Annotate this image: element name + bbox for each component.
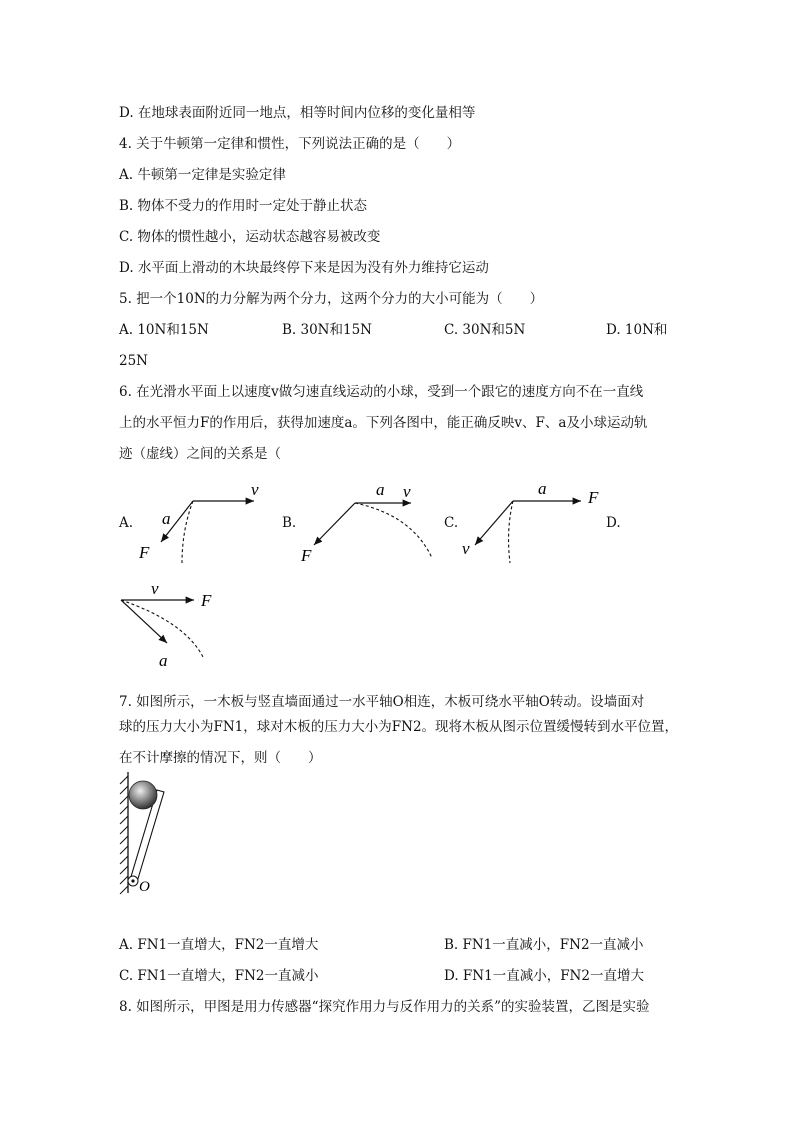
q6-option-d-letter: D. bbox=[606, 515, 621, 531]
q6a-label-F: F bbox=[139, 543, 150, 562]
q4-option-d: D. 水平面上滑动的木块最终停下来是因为没有外力维持它运动 bbox=[119, 260, 489, 276]
ball bbox=[129, 781, 157, 809]
q6a-label-v: v bbox=[251, 480, 259, 499]
q6c-label-F: F bbox=[588, 488, 599, 507]
q5-option-d-continued: 25N bbox=[119, 353, 148, 369]
q6d-label-F: F bbox=[201, 591, 212, 610]
q5-option-a: A. 10N和15N bbox=[119, 322, 209, 338]
q7-option-a: A. FN1一直增大，FN2一直增大 bbox=[119, 937, 319, 953]
q6-option-b-letter: B. bbox=[282, 515, 297, 531]
q7-stem-line1: 7. 如图所示，一木板与竖直墙面通过一水平轴O相连，木板可绕水平轴O转动。设墙面对 bbox=[119, 694, 645, 710]
q5-option-d: D. 10N和 bbox=[606, 322, 668, 338]
q6c-label-a: a bbox=[538, 479, 547, 498]
q4-option-c: C. 物体的惯性越小，运动状态越容易被改变 bbox=[119, 229, 381, 245]
q6c-label-v: v bbox=[462, 539, 470, 558]
q6b-label-v: v bbox=[403, 482, 411, 501]
q4-stem: 4. 关于牛顿第一定律和惯性，下列说法正确的是（ ） bbox=[119, 136, 461, 152]
q6-option-a-letter: A. bbox=[119, 515, 134, 531]
q6b-label-F: F bbox=[301, 546, 312, 565]
q4-option-b: B. 物体不受力的作用时一定处于静止状态 bbox=[119, 198, 368, 214]
q7-stem-line3: 在不计摩擦的情况下，则（ ） bbox=[119, 750, 322, 766]
q6-stem-line2: 上的水平恒力F的作用后，获得加速度a。下列各图中，能正确反映v、F、a及小球运动轨 bbox=[119, 415, 648, 431]
q7-option-c: C. FN1一直增大，FN2一直减小 bbox=[119, 968, 319, 984]
q7-stem-line2: 球的压力大小为FN1，球对木板的压力大小为FN2。现将木板从图示位置缓慢转到水平位置， bbox=[119, 719, 679, 735]
q5-option-c: C. 30N和5N bbox=[444, 322, 526, 338]
q7-option-b: B. FN1一直减小，FN2一直减小 bbox=[444, 937, 644, 953]
q6-stem-line3: 迹（虚线）之间的关系是（ bbox=[119, 446, 281, 462]
q6b-label-a: a bbox=[376, 480, 385, 499]
q5-stem: 5. 把一个10N的力分解为两个分力，这两个分力的大小可能为（ ） bbox=[119, 291, 544, 307]
q6-option-c-letter: C. bbox=[444, 515, 459, 531]
wall-hatching bbox=[120, 776, 128, 894]
q7-option-d: D. FN1一直减小，FN2一直增大 bbox=[444, 968, 644, 984]
q5-option-b: B. 30N和15N bbox=[282, 322, 372, 338]
q8-stem-line1: 8. 如图所示，甲图是用力传感器“探究作用力与反作用力的关系”的实验装置，乙图是实验 bbox=[119, 999, 650, 1015]
q4-option-a: A. 牛顿第一定律是实验定律 bbox=[119, 167, 286, 183]
pivot-label: O bbox=[139, 879, 150, 895]
q6a-label-a: a bbox=[162, 509, 171, 528]
q6-stem-line1: 6. 在光滑水平面上以速度v做匀速直线运动的小球，受到一个跟它的速度方向不在一直线 bbox=[119, 384, 644, 400]
q6d-label-v: v bbox=[151, 579, 159, 598]
q6d-label-a: a bbox=[159, 651, 168, 670]
q3-option-d: D. 在地球表面附近同一地点，相等时间内位移的变化量相等 bbox=[119, 105, 476, 121]
